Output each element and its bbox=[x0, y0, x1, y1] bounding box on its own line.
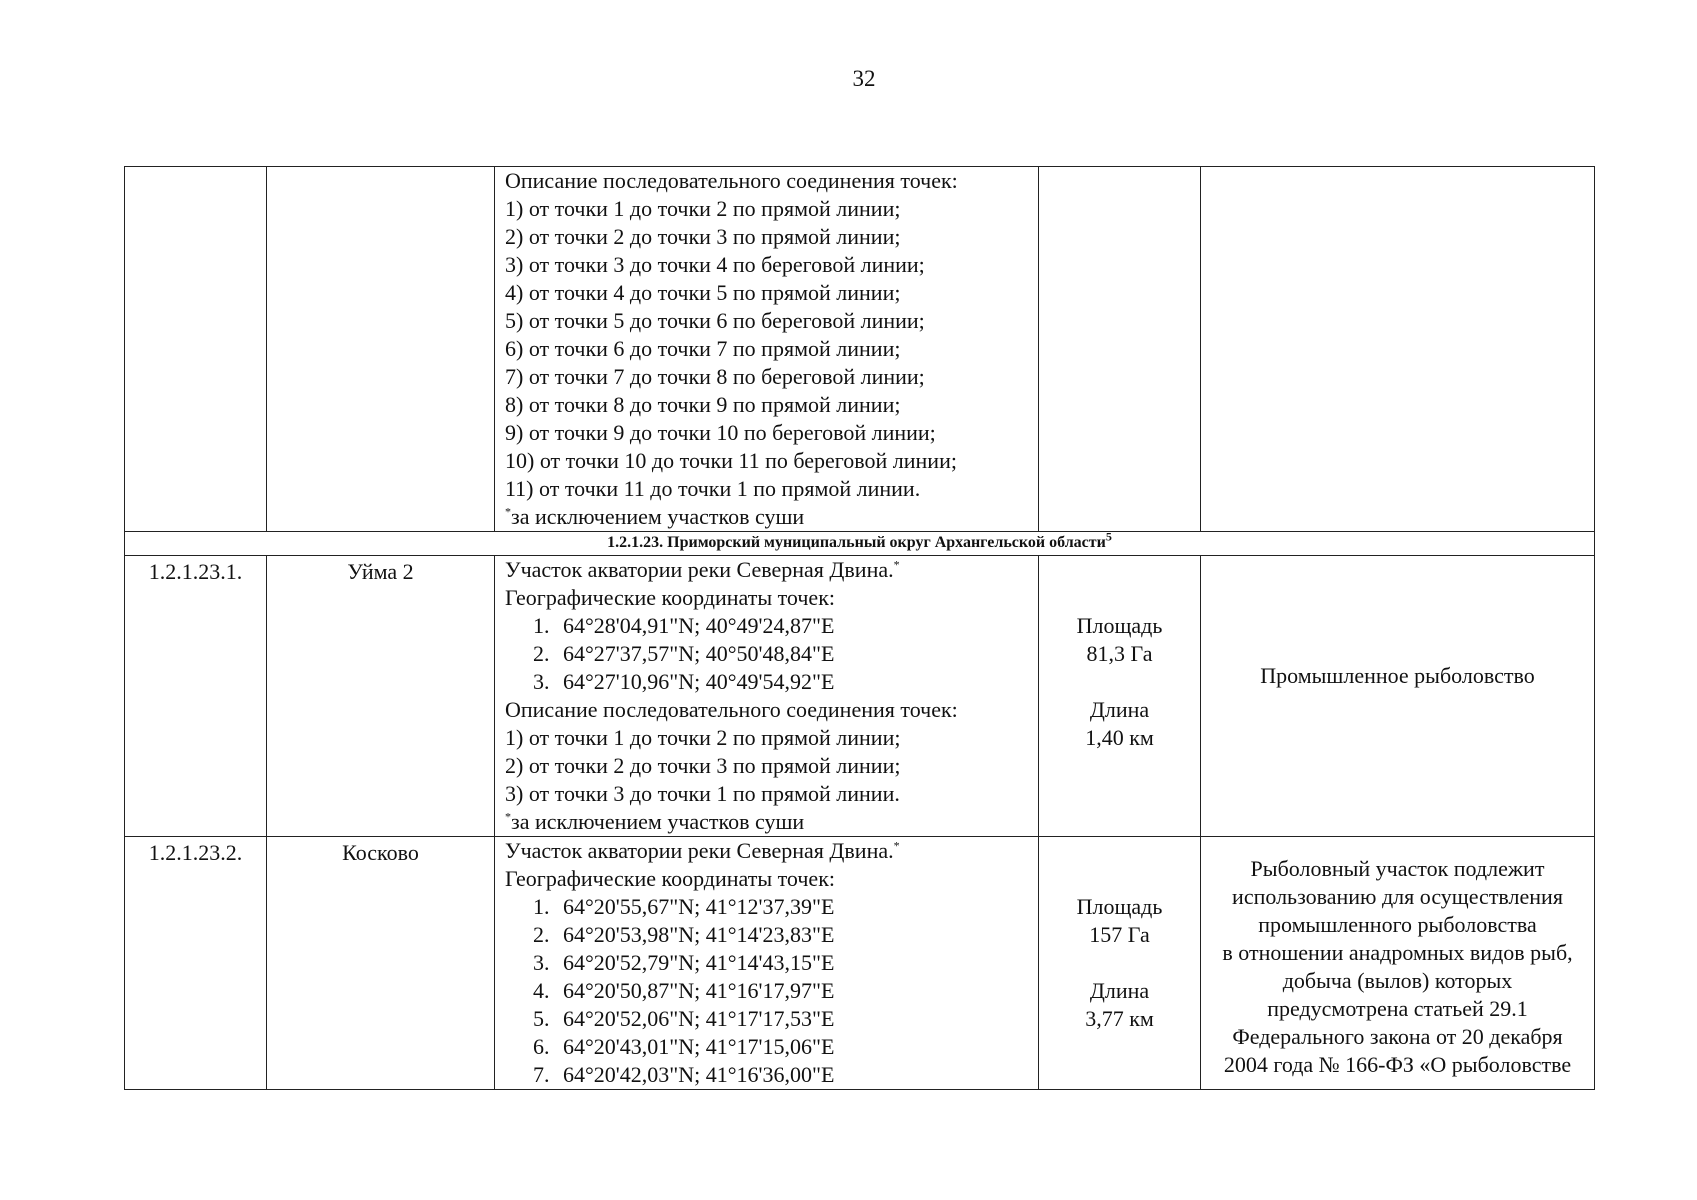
footnote: *за исключением участков суши bbox=[505, 504, 805, 529]
row-number: 1.2.1.23.2. bbox=[125, 837, 267, 1090]
connection-title: Описание последовательного соединения точек: bbox=[505, 168, 958, 193]
list-item: 5. 64°20'52,06"N; 41°17'17,53"E bbox=[533, 1006, 835, 1031]
list-item: 3. 64°20'52,79"N; 41°14'43,15"E bbox=[533, 950, 835, 975]
row-measure-cell bbox=[1039, 167, 1201, 532]
purpose-line: Федерального закона от 20 декабря bbox=[1232, 1024, 1563, 1049]
list-item: 2. 64°27'37,57"N; 40°50'48,84"E bbox=[533, 641, 835, 666]
connection-line: 1) от точки 1 до точки 2 по прямой линии; bbox=[505, 725, 901, 750]
connection-title: Описание последовательного соединения точек: bbox=[505, 697, 958, 722]
footnote-mark: * bbox=[505, 809, 511, 824]
connection-line: 5) от точки 5 до точки 6 по береговой линии; bbox=[505, 308, 925, 333]
purpose-line: Рыболовный участок подлежит bbox=[1250, 856, 1545, 881]
purpose-line: добыча (вылов) которых bbox=[1282, 968, 1513, 993]
area-mark: * bbox=[893, 557, 900, 572]
row-description-cell bbox=[495, 556, 1039, 837]
length-label: Длина bbox=[1089, 697, 1150, 722]
area-description: Участок акватории реки Северная Двина.* bbox=[505, 557, 900, 582]
connection-line: 2) от точки 2 до точки 3 по прямой линии; bbox=[505, 224, 901, 249]
row-number-cell bbox=[125, 167, 267, 532]
length-label: Длина bbox=[1089, 978, 1150, 1003]
connection-line: 9) от точки 9 до точки 10 по береговой линии; bbox=[505, 420, 936, 445]
fishing-areas-table bbox=[124, 166, 1595, 1090]
connection-line: 2) от точки 2 до точки 3 по прямой линии; bbox=[505, 753, 901, 778]
area-label: Площадь bbox=[1076, 613, 1163, 638]
connection-line: 3) от точки 3 до точки 4 по береговой линии; bbox=[505, 252, 925, 277]
table-row bbox=[125, 167, 1595, 532]
connection-line: 3) от точки 3 до точки 1 по прямой линии. bbox=[505, 781, 900, 806]
area-description: Участок акватории реки Северная Двина.* bbox=[505, 838, 900, 863]
connection-line: 11) от точки 11 до точки 1 по прямой линии. bbox=[505, 476, 921, 501]
connection-line: 1) от точки 1 до точки 2 по прямой линии; bbox=[505, 196, 901, 221]
table-row bbox=[125, 556, 1595, 837]
row-purpose-cell bbox=[1201, 837, 1595, 1090]
area-mark: * bbox=[893, 838, 900, 853]
area-value: 81,3 Га bbox=[1086, 641, 1153, 666]
purpose-line: предусмотрена статьей 29.1 bbox=[1267, 996, 1528, 1021]
table-row bbox=[125, 837, 1595, 1090]
connection-line: 6) от точки 6 до точки 7 по прямой линии; bbox=[505, 336, 901, 361]
connection-line: 8) от точки 8 до точки 9 по прямой линии; bbox=[505, 392, 901, 417]
coords-title: Географические координаты точек: bbox=[505, 866, 835, 891]
area-label: Площадь bbox=[1076, 894, 1163, 919]
purpose-line: 2004 года № 166-ФЗ «О рыболовстве bbox=[1223, 1052, 1572, 1077]
list-item: 1. 64°20'55,67"N; 41°12'37,39"E bbox=[533, 894, 835, 919]
page-number: 32 bbox=[852, 66, 876, 91]
length-value: 3,77 км bbox=[1085, 1006, 1154, 1031]
row-name: Уйма 2 bbox=[267, 556, 495, 837]
footnote-mark: * bbox=[505, 504, 511, 519]
row-purpose: Промышленное рыболовство bbox=[1201, 556, 1595, 837]
coords-title: Географические координаты точек: bbox=[505, 585, 835, 610]
section-superscript: 5 bbox=[1105, 531, 1112, 544]
footnote: *за исключением участков суши bbox=[505, 809, 805, 834]
list-item: 7. 64°20'42,03"N; 41°16'36,00"E bbox=[533, 1062, 835, 1087]
row-measure-cell bbox=[1039, 556, 1201, 837]
row-name: Косково bbox=[267, 837, 495, 1090]
row-measure-cell bbox=[1039, 837, 1201, 1090]
connection-line: 10) от точки 10 до точки 11 по береговой линии; bbox=[505, 448, 957, 473]
coords-list bbox=[505, 612, 1032, 696]
row-number: 1.2.1.23.1. bbox=[125, 556, 267, 837]
row-purpose-cell bbox=[1201, 167, 1595, 532]
coords-list bbox=[505, 893, 1032, 1089]
list-item: 2. 64°20'53,98"N; 41°14'23,83"E bbox=[533, 922, 835, 947]
row-description-cell bbox=[495, 167, 1039, 532]
purpose-line: в отношении анадромных видов рыб, bbox=[1222, 940, 1573, 965]
list-item: 4. 64°20'50,87"N; 41°16'17,97"E bbox=[533, 978, 835, 1003]
purpose-line: использованию для осуществления bbox=[1232, 884, 1563, 909]
row-description-cell bbox=[495, 837, 1039, 1090]
row-name-cell bbox=[267, 167, 495, 532]
area-value: 157 Га bbox=[1089, 922, 1150, 947]
list-item: 1. 64°28'04,91"N; 40°49'24,87"E bbox=[533, 613, 835, 638]
purpose-line: промышленного рыболовства bbox=[1258, 912, 1537, 937]
length-value: 1,40 км bbox=[1085, 725, 1154, 750]
connection-line: 7) от точки 7 до точки 8 по береговой линии; bbox=[505, 364, 925, 389]
section-title: 1.2.1.23. Приморский муниципальный округ Архангельской области$^5$ bbox=[125, 532, 1595, 556]
list-item: 3. 64°27'10,96"N; 40°49'54,92"E bbox=[533, 669, 835, 694]
section-header-row bbox=[125, 532, 1595, 556]
list-item: 6. 64°20'43,01"N; 41°17'15,06"E bbox=[533, 1034, 835, 1059]
connection-line: 4) от точки 4 до точки 5 по прямой линии; bbox=[505, 280, 901, 305]
